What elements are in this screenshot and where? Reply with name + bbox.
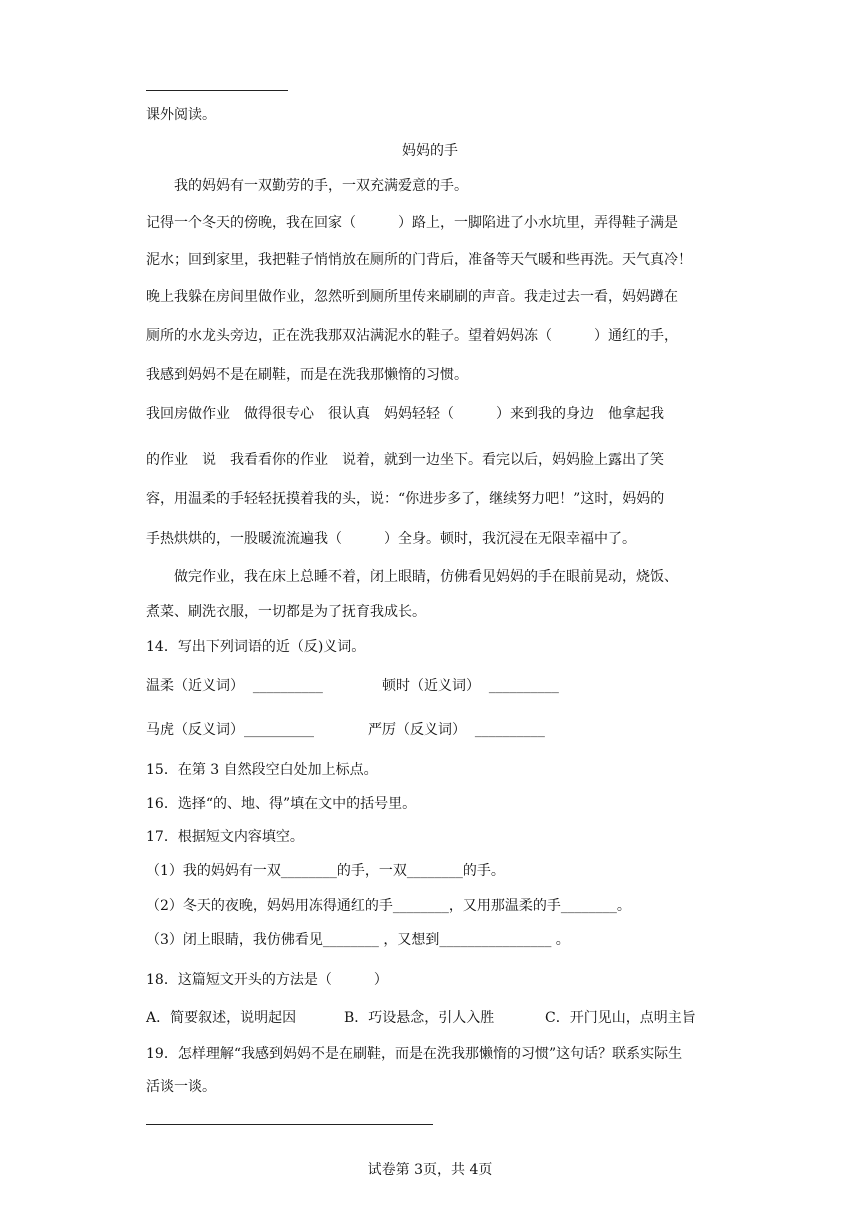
story-paragraph-3-line-3: 容，用温柔的手轻轻抚摸着我的头，说：“你进步多了，继续努力吧！”这时，妈妈的 [146,491,665,507]
question-17-item-1: （1）我的妈妈有一双________的手，一双________的手。 [146,863,505,879]
story-paragraph-3-line-1: 我回房做作业 做得很专心 很认真 妈妈轻轻（ ）来到我的身边 他拿起我 [146,406,664,422]
question-15: 15．在第 3 自然段空白处加上标点。 [146,762,378,778]
question-18-option-c: C．开门见山，点明主旨 [545,1010,696,1026]
question-14-item-2: 顿时（近义词） __________ [382,678,559,694]
story-paragraph-4-line-2: 煮菜、刷洗衣服，一切都是为了抚育我成长。 [146,604,426,620]
story-paragraph-2-line-3: 晚上我躲在房间里做作业，忽然听到厕所里传来刷刷的声音。我走过去一看，妈妈蹲在 [146,289,678,305]
question-14-item-4: 严厉（反义词） __________ [368,722,545,738]
page-footer: 试卷第 3页，共 4页 [367,1162,493,1178]
story-paragraph-2-line-1: 记得一个冬天的傍晚，我在回家（ ）路上，一脚陷进了小水坑里，弄得鞋子满是 [146,215,678,231]
top-answer-line [146,90,288,91]
question-18-option-b: B．巧设悬念，引人入胜 [344,1010,495,1026]
question-19-line-2: 活谈一谈。 [146,1079,216,1095]
question-19-line-1: 19．怎样理解“我感到妈妈不是在刷鞋，而是在洗我那懒惰的习惯”这句话？联系实际生 [146,1046,683,1062]
section-intro: 课外阅读。 [146,107,216,123]
question-17-item-3: （3）闭上眼睛，我仿佛看见________ ，又想到________________ 。 [146,932,570,948]
story-paragraph-2-line-2: 泥水；回到家里，我把鞋子悄悄放在厕所的门背后，准备等天气暖和些再洗。天气真冷！ [146,252,692,268]
bottom-answer-line [146,1124,433,1125]
story-title: 妈妈的手 [402,143,458,159]
question-18-option-a: A．简要叙述，说明起因 [146,1010,297,1026]
question-14-stem: 14．写出下列词语的近（反)义词。 [146,639,366,655]
question-16: 16．选择“的、地、得”填在文中的括号里。 [146,796,417,812]
story-paragraph-1: 我的妈妈有一双勤劳的手，一双充满爱意的手。 [174,178,468,194]
question-17-item-2: （2）冬天的夜晚，妈妈用冻得通红的手________，又用那温柔的手________。 [146,898,631,914]
story-paragraph-3-line-4: 手热烘烘的，一股暖流流遍我（ ）全身。顿时，我沉浸在无限幸福中了。 [146,531,636,547]
question-14-item-3: 马虎（反义词）__________ [146,722,314,738]
question-14-item-1: 温柔（近义词） __________ [146,678,323,694]
story-paragraph-2-line-5: 我感到妈妈不是在刷鞋，而是在洗我那懒惰的习惯。 [146,367,468,383]
question-17-stem: 17．根据短文内容填空。 [146,829,304,845]
story-paragraph-3-line-2: 的作业 说 我看看你的作业 说着，就到一边坐下。看完以后，妈妈脸上露出了笑 [146,452,664,468]
story-paragraph-2-line-4: 厕所的水龙头旁边，正在洗我那双沾满泥水的鞋子。望着妈妈冻（ ）通红的手， [146,328,678,344]
story-paragraph-4-line-1: 做完作业，我在床上总睡不着，闭上眼睛，仿佛看见妈妈的手在眼前晃动，烧饭、 [174,569,678,585]
question-18-stem: 18．这篇短文开头的方法是（ ） [146,972,388,988]
